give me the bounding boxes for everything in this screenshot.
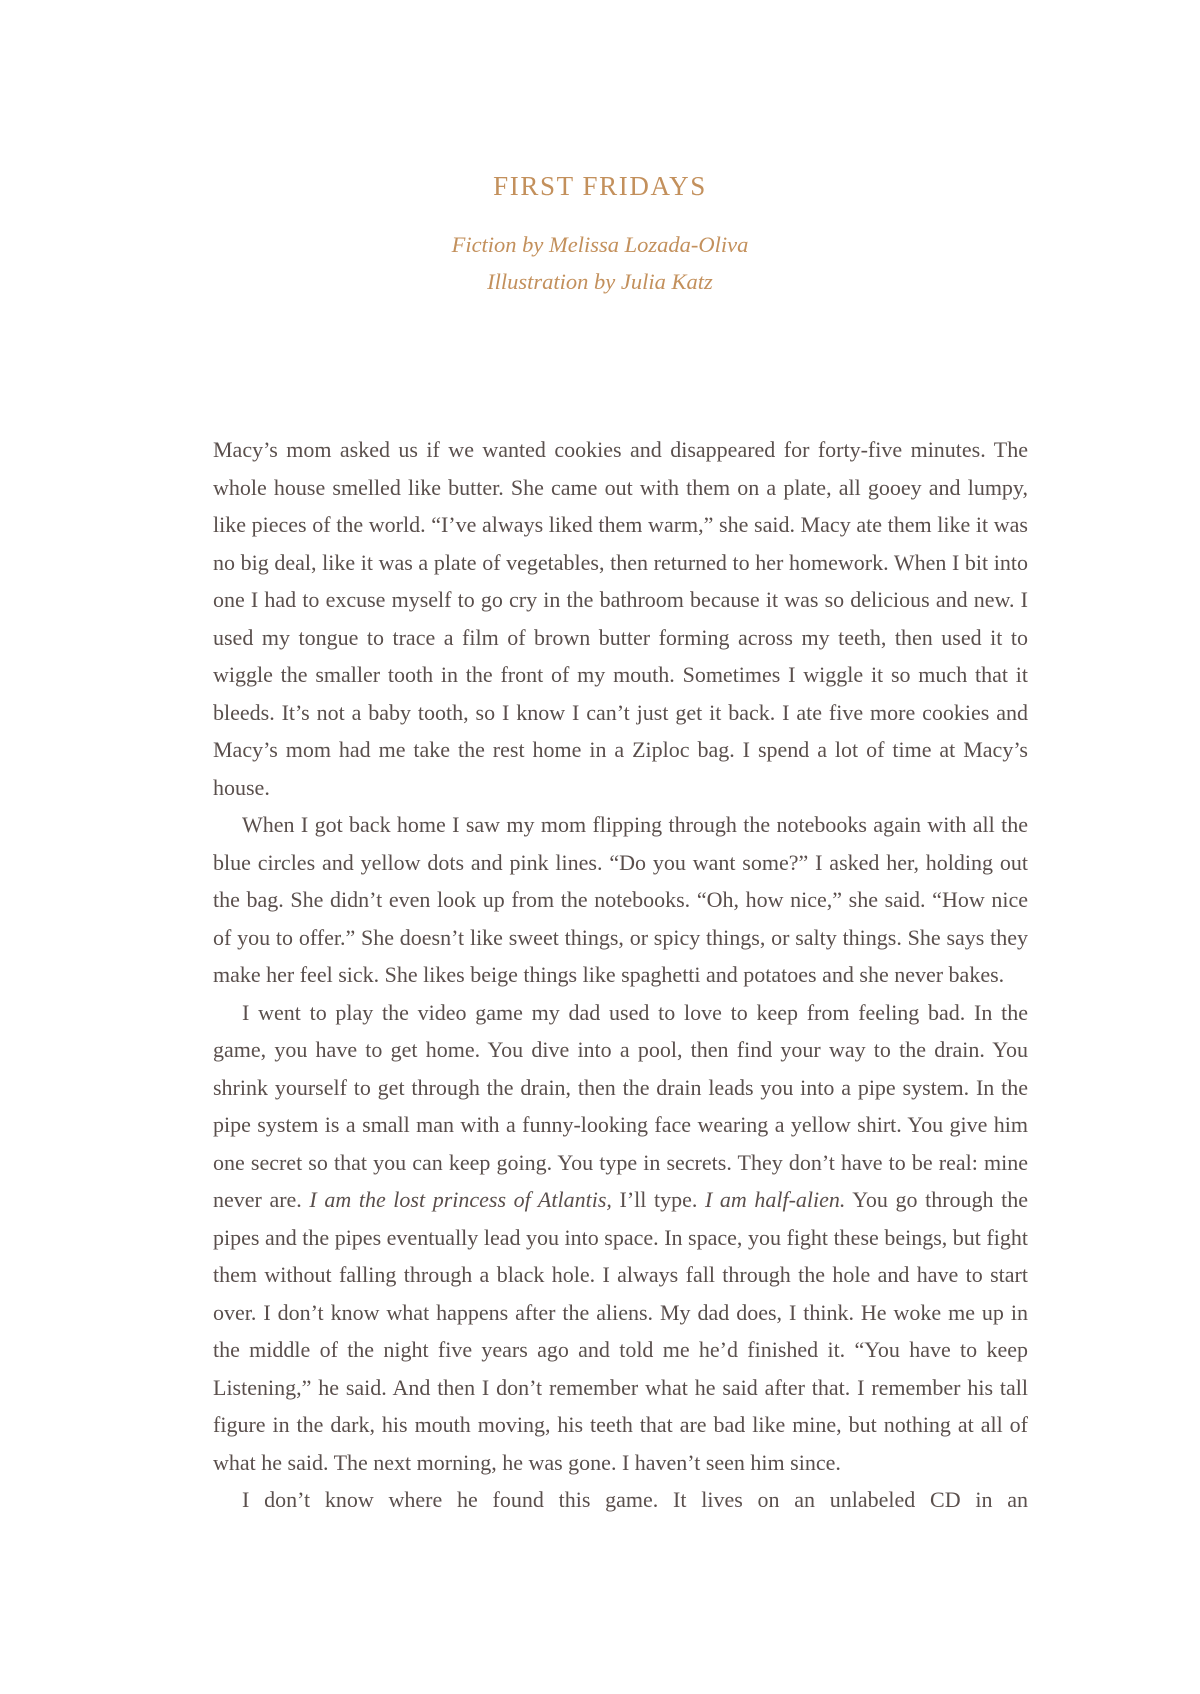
paragraph-3-text-b: I’ll type. [619, 1187, 698, 1212]
paragraph-4: I don’t know where he found this game. It lives on an unlabeled CD in an [242, 1487, 1028, 1512]
paragraph-2: When I got back home I saw my mom flipping through the notebooks again with all the blue circles and yellow dots and pink lines. “Do you want some?” I asked her, holding out the bag. She didn’t even look up from the notebooks. “Oh, how nice,” she said. “How nice of you to offer.” She doesn’t like sweet things, or spicy things, or salty things. She says they make her feel sick. She likes beige things like spaghetti and potatoes and she never bakes. [213, 812, 1028, 987]
author-byline: Fiction by Melissa Lozada-Oliva [451, 232, 749, 257]
paragraph-3 [213, 994, 1028, 1482]
paragraph-1: Macy’s mom asked us if we wanted cookies and disappeared for forty-five minutes. The whole house smelled like butter. She came out with them on a plate, all gooey and lumpy, like pieces of the world. “I’ve always liked them warm,” she said. Macy ate them like it was no big deal, like it was a plate of vegetables, then returned to her homework. When I bit into one I had to excuse myself to go cry in the bathroom because it was so delicious and new. I used my tongue to trace a film of brown butter forming across my teeth, then used it to wiggle the smaller tooth in the front of my mouth. Sometimes I wiggle it so much that it bleeds. It’s not a baby tooth, so I know I can’t just get it back. I ate five more cookies and Macy’s mom had me take the rest home in a Ziploc bag. I spend a lot of time at Macy’s house. [213, 437, 1028, 800]
paragraph-3-text-a: I went to play the video game my dad used to love to keep from feeling bad. In the game, you have to get home. You dive into a pool, then find your way to the drain. You shrink yourself to get through the drain, then the drain leads you into a pipe system. In the pipe system is a small man with a funny-looking face wearing a yellow shirt. You give him one secret so that you can keep going. You type in secrets. They don’t have to be real: mine never are. [213, 999, 1028, 1212]
illustrator-byline: Illustration by Julia Katz [487, 269, 713, 294]
story-title: FIRST FRIDAYS [493, 171, 707, 201]
paragraph-3-italic-secret-1: I am the lost princess of Atlantis, [309, 1187, 612, 1212]
paragraph-3-italic-secret-2: I am half-alien. [704, 1187, 846, 1212]
paragraph-3-text-c: You go through the pipes and the pipes eventually lead you into space. In space, you fight these beings, but fight them without falling through a black hole. I always fall through the hole and have to start over. I don’t know what happens after the aliens. My dad does, I think. He woke me up in the middle of the night five years ago and told me he’d finished it. “You have to keep Listening,” he said. And then I don’t remember what he said after that. I remember his tall figure in the dark, his mouth moving, his teeth that are bad like mine, but nothing at all of what he said. The next morning, he was gone. I haven’t seen him since. [213, 1187, 1029, 1475]
story-body [213, 431, 1028, 1519]
